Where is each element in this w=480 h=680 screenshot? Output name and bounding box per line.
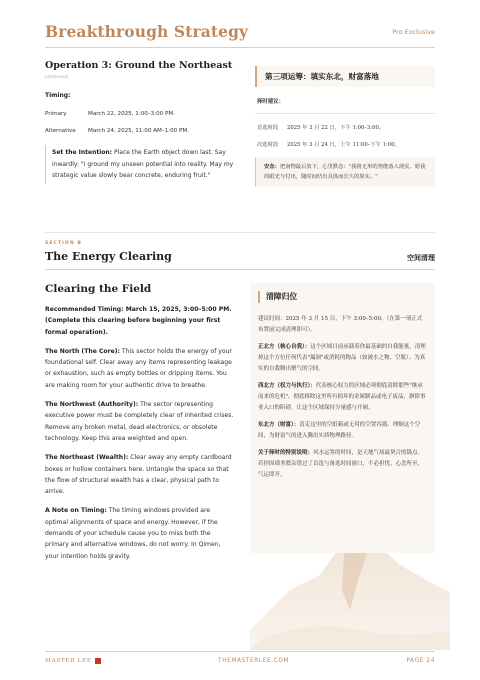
clearing-title: Clearing the Field (45, 283, 152, 295)
north-paragraph (45, 346, 235, 391)
timing-row-alternative-zh (255, 140, 435, 148)
timing-row-label: 次选时段 (257, 142, 279, 148)
intention-label: 安念： (264, 164, 280, 170)
timing-row-value: March 24, 2025, 11:00 AM–1:00 PM. (88, 128, 189, 134)
intention-text: Place the Earth object down last. Say inwardly: "I ground my unseen potential into reality. May my strategic value slowly bear concrete, enduring fruit." (52, 149, 234, 179)
northeast-paragraph-zh (258, 420, 427, 442)
timing-row-value: 2025 年 3 月 22 日，下午 1:00–3:00。 (287, 125, 385, 131)
northwest-label-zh: 西北方（权力与执行）： (258, 383, 316, 389)
section-title-zh: 空间清理 (407, 253, 435, 262)
clearing-title-zh: 清障归位 (258, 291, 427, 303)
timing-row-value: March 22, 2025, 1:00–3:00 PM. (88, 111, 175, 117)
timing-note-text-zh: 风水运筹的时间，是天地气场最契合的锚点。若你因琐务繁杂错过了首选与备选时间窗口，不必担忧。心念所至，气运即开。 (258, 450, 424, 478)
operation-3-title: Operation 3: Ground the Northeast (45, 60, 233, 71)
footer-brand-name: MASTER LEE (45, 658, 92, 664)
northeast-label-zh: 东北方（财富）： (258, 422, 300, 428)
brand-title: Breakthrough Strategy (45, 22, 249, 41)
timing-row-primary-zh (255, 123, 435, 131)
recommended-timing-zh: 建议时间：2025 年 3 月 15 日，下午 3:00–5:00。（在第一项正式布置前完成清理即可）。 (258, 316, 423, 333)
footer-url[interactable]: THEMASTERLEE.COM (218, 658, 290, 664)
northeast-text-zh: 清走这里的空纸箱或无用的空置容器。理顺这个空间，为财富气的进入腾出实质物理路径。 (258, 422, 421, 439)
continued-label: continued (45, 75, 68, 80)
page-footer (45, 651, 435, 664)
page-header (45, 22, 435, 48)
north-label-zh: 正北方（核心自我）： (258, 344, 311, 350)
footer-brand (45, 658, 101, 664)
intention-text: 把南物最后放下，心里默念："我将无形的势能落入现实。愿我的眼光与付出，随时间结出具体而长久的果实。" (264, 164, 426, 180)
timing-note-paragraph (45, 505, 235, 561)
operation-3-chinese (255, 60, 435, 187)
pro-exclusive-tag: Pro Exclusive (392, 27, 435, 36)
northwest-paragraph-zh (258, 381, 427, 414)
north-paragraph-zh (258, 342, 427, 375)
timing-row-alternative (45, 128, 245, 134)
timing-note-label: A Note on Timing: (45, 507, 107, 515)
clearing-english (45, 283, 235, 562)
intention-quote-zh (255, 157, 435, 187)
divider (255, 113, 435, 114)
northwest-text: The sector representing executive power must be completely clear of inherited crises. Remove any broken metal, dead electronics, or obsolete technology. Keep this area weighted and open. (45, 401, 234, 442)
northwest-text-zh: 代表核心权力的区域必须彻底清除那些"继承而来的危机"。彻底移除这里所有损坏的金属制品或电子废品，摒除事业入口的阻碍。让这个区域保持分量感与开阔。 (258, 383, 426, 411)
north-label: The North (The Core): (45, 347, 120, 355)
section-rule (45, 269, 435, 270)
north-text: This sector holds the energy of your foundational self. Clear away any items representing leakage or exhaustion, such as empty bottles or dripping items. You are making room for your authentic drive to breathe. (45, 347, 233, 389)
operation-3-english (45, 60, 245, 184)
timing-note-paragraph-zh (258, 448, 427, 481)
seal-icon (95, 658, 101, 664)
northeast-label: The Northeast (Wealth): (45, 454, 129, 462)
operation-3-section (45, 60, 435, 230)
timing-row-value: 2025 年 3 月 24 日，上午 11:00–下午 1:00。 (287, 142, 400, 148)
section-divider (45, 232, 435, 233)
timing-label-zh: 择时建议： (257, 99, 284, 105)
section-title: The Energy Clearing (45, 250, 172, 263)
northeast-paragraph (45, 452, 235, 497)
northwest-label: The Northwest (Authority): (45, 401, 139, 409)
section-label: SECTION B (45, 241, 83, 246)
page-number: PAGE 24 (406, 658, 435, 664)
timing-row-label: Alternative (45, 128, 76, 134)
intention-quote (45, 145, 245, 184)
north-text-zh: 这个区域目前承载着你最基础的自我能量。清理掉这个方位任何代表"漏洞"或消耗的物品（如被水之物、空瓶）。为真实的自我腾出聚气的空间。 (258, 344, 426, 372)
timing-note-label-zh: 关于择时的特别说明： (258, 450, 314, 456)
timing-label: Timing: (45, 92, 71, 99)
intention-label: Set the Intention: (52, 149, 113, 156)
timing-row-primary (45, 111, 245, 117)
timing-row-label: Primary (45, 111, 67, 117)
timing-note-text: The timing windows provided are optimal alignments of space and energy. However, if the demands of your schedule cause you to miss both the primary and alternative windows, do not worry. In Qimen, your intention holds gravity. (45, 507, 221, 560)
northeast-text: Clear away any empty cardboard boxes or hollow containers here. Untangle the space so that the flow of structural wealth has a clear, physical path to arrive. (45, 454, 232, 496)
timing-row-label: 首选时段 (257, 125, 279, 131)
clearing-chinese-panel (250, 283, 435, 553)
northwest-paragraph (45, 399, 235, 444)
operation-3-title-zh: 第三项运筹：填实东北，财富落地 (255, 66, 435, 87)
recommended-timing: Recommended Timing: March 15, 2025, 3:00–5:00 PM. (Complete this clearing before beginning your first formal operation). (45, 306, 232, 336)
